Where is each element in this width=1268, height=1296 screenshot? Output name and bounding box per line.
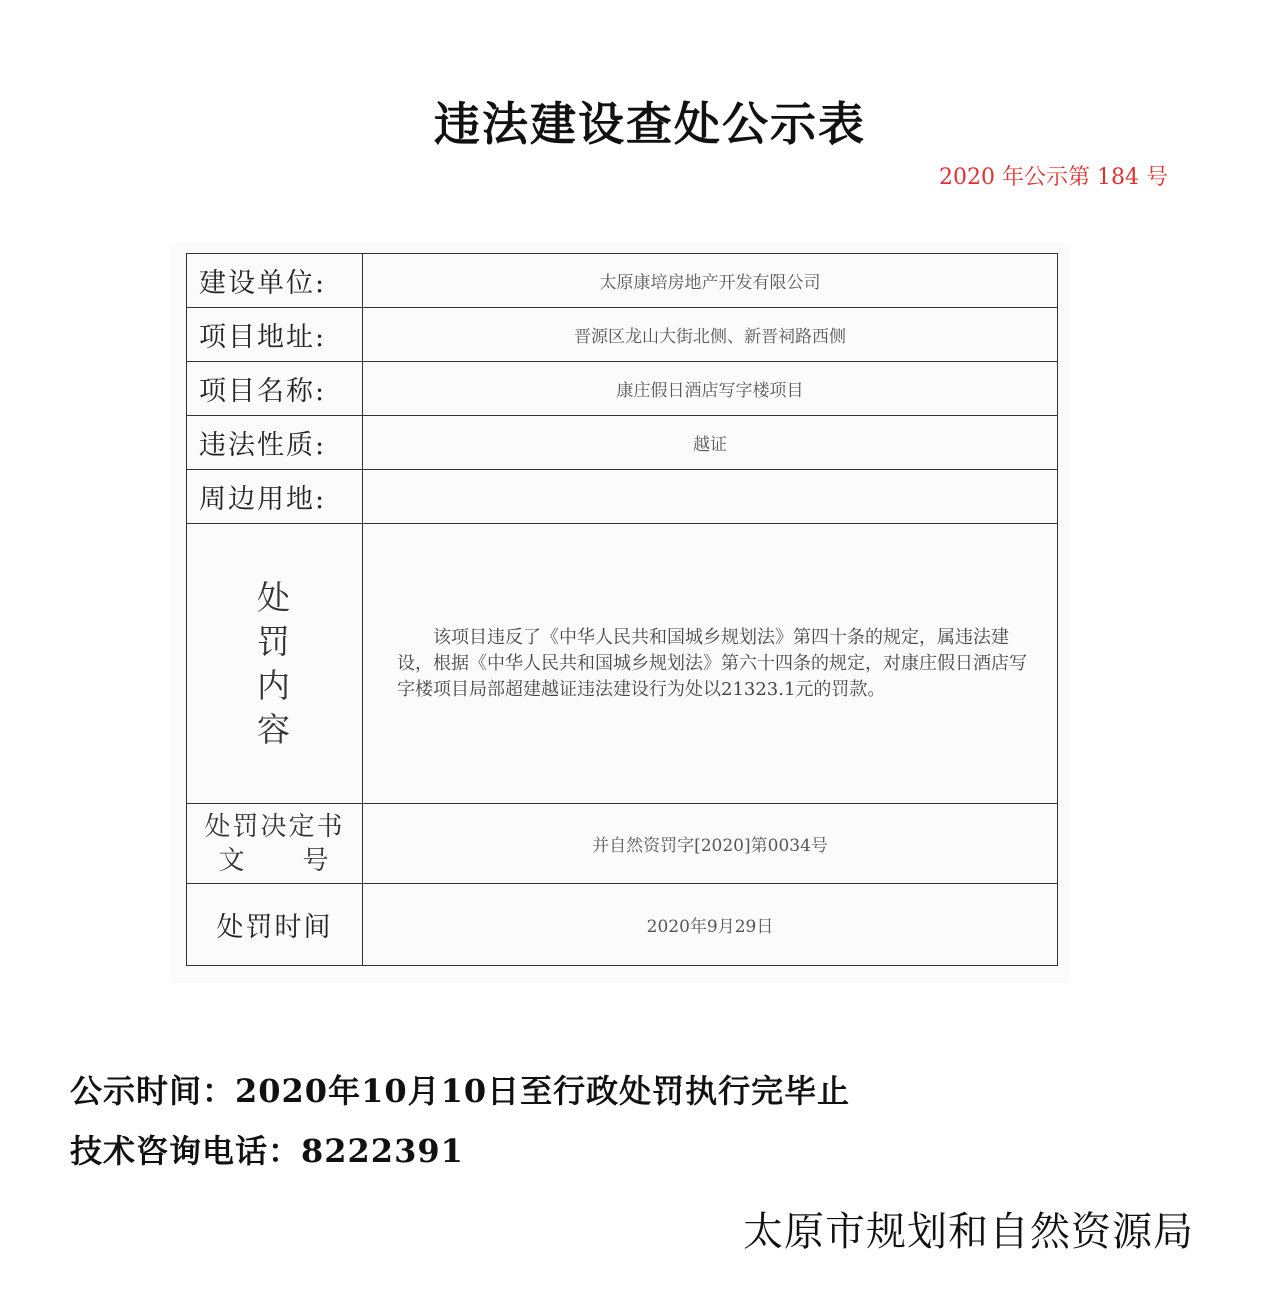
form-row-decision-doc — [187, 804, 1058, 884]
form-row-violation-nature — [187, 416, 1058, 470]
decision-doc-label-line2: 文 号 — [218, 845, 331, 876]
penalty-content-char: 罚 — [257, 621, 292, 661]
label-decision-doc — [187, 804, 363, 884]
label-penalty-time: 处罚时间 — [187, 884, 363, 966]
value-decision-doc: 并自然资罚字[2020]第0034号 — [363, 804, 1058, 884]
publicity-time: 公示时间：2020年10月10日至行政处罚执行完毕止 — [70, 1072, 851, 1110]
value-penalty-content — [363, 524, 1058, 804]
document-number: 2020 年公示第 184 号 — [939, 165, 1168, 190]
label-penalty-content — [187, 524, 363, 804]
label-construction-unit: 建设单位: — [187, 254, 363, 308]
decision-doc-label-line1: 处罚决定书 — [204, 811, 345, 842]
penalty-content-text: 该项目违反了《中华人民共和国城乡规划法》第四十条的规定，属违法建设，根据《中华人民共和国城乡规划法》第六十四条的规定，对康庄假日酒店写字楼项目局部超建越证违法建设行为处以21323.1元的罚款。 — [397, 626, 1027, 700]
value-surrounding-land — [363, 470, 1058, 524]
value-construction-unit: 太原康培房地产开发有限公司 — [363, 254, 1058, 308]
form-row-project-address — [187, 308, 1058, 362]
form-row-project-name — [187, 362, 1058, 416]
form-row-penalty-time — [187, 884, 1058, 966]
penalty-content-char: 内 — [257, 665, 292, 705]
page-title: 违法建设查处公示表 — [434, 97, 866, 151]
form-row-construction-unit — [187, 254, 1058, 308]
consult-phone: 技术咨询电话：8222391 — [70, 1132, 464, 1170]
label-project-name: 项目名称: — [187, 362, 363, 416]
value-project-name: 康庄假日酒店写字楼项目 — [363, 362, 1058, 416]
issuing-organization: 太原市规划和自然资源局 — [743, 1209, 1194, 1255]
form-row-penalty-content — [187, 524, 1058, 804]
form-row-surrounding-land — [187, 470, 1058, 524]
value-violation-nature: 越证 — [363, 416, 1058, 470]
label-violation-nature: 违法性质: — [187, 416, 363, 470]
label-project-address: 项目地址: — [187, 308, 363, 362]
label-surrounding-land: 周边用地: — [187, 470, 363, 524]
value-penalty-time: 2020年9月29日 — [363, 884, 1058, 966]
penalty-content-char: 容 — [257, 709, 292, 749]
penalty-content-char: 处 — [257, 577, 292, 617]
penalty-form-table — [186, 253, 1058, 966]
value-project-address: 晋源区龙山大街北侧、新晋祠路西侧 — [363, 308, 1058, 362]
